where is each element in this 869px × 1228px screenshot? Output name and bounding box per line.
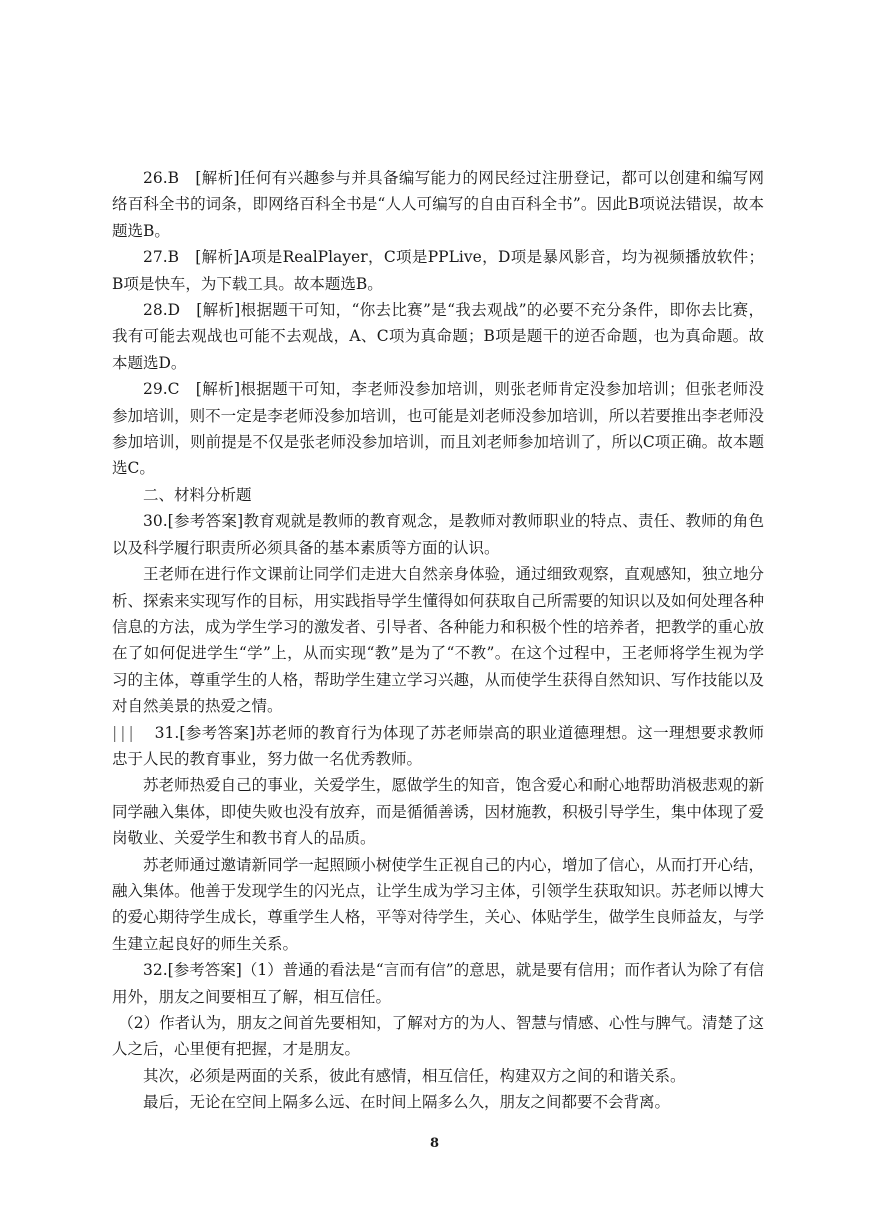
answer-30-detail: 王老师在进行作文课前让同学们走进大自然亲身体验，通过细致观察，直观感知，独立地分析、探索来实现写作的目标，用实践指导学生懂得如何获取自己所需要的知识以及如何处理各种信息的方法，成为学生学习的激发者、引导者、各种能力和积极个性的培养者，把教学的重心放在了如何促进学生“学”上，从而实现“教”是为了“不教”。在这个过程中，王老师将学生视为学习的主体，尊重学生的人格，帮助学生建立学习兴趣，从而使学生获得自然知识、写作技能以及对自然美景的热爱之情。 [112,565,764,716]
answer-32-part-2: （2）作者认为，朋友之间首先要相知，了解对方的为人、智慧与情感、心性与脾气。清楚了这人之后，心里便有把握，才是朋友。 [112,1014,764,1059]
answer-27: 27.B [解析]A项是RealPlayer，C项是PPLive，D项是暴风影音，均为视频播放软件；B项是快车，为下载工具。故本题选B。 [112,248,764,293]
answer-32-last: 最后，无论在空间上隔多么远、在时间上隔多么久，朋友之间都要不会背离。 [143,1093,671,1112]
answer-31-text: 31.[参考答案]苏老师的教育行为体现了苏老师崇高的职业道德理想。这一理想要求教师忠于人民的教育事业，努力做一名优秀教师。 [112,723,764,768]
section-heading: 二、材料分析题 [143,485,252,504]
change-bar-marker: ||| [112,723,137,742]
answer-26: 26.B [解析]任何有兴趣参与并具备编写能力的网民经过注册登记，都可以创建和编写网络百科全书的词条，即网络百科全书是“人人可编写的自由百科全书”。因此B项说法错误，故本题选B。 [112,169,764,240]
answer-31-detail-2: 苏老师通过邀请新同学一起照顾小树使学生正视自己的内心，增加了信心，从而打开心结，融入集体。他善于发现学生的闪光点，让学生成为学习主体，引领学生获取知识。苏老师以博大的爱心期待学生成长，尊重学生人格，平等对待学生，关心、体贴学生，做学生良师益友，与学生建立起良好的师生关系。 [112,855,764,953]
answer-32-second: 其次，必须是两面的关系，彼此有感情，相互信任，构建双方之间的和谐关系。 [143,1066,686,1085]
answer-text-body [112,165,764,1116]
answer-31-detail-1: 苏老师热爱自己的事业，关爱学生，愿做学生的知音，饱含爱心和耐心地帮助消极悲观的新同学融入集体，即使失败也没有放弃，而是循循善诱，因材施教，积极引导学生，集中体现了爱岗敬业、关爱学生和教书育人的品质。 [112,776,764,848]
page-number: 8 [429,1136,440,1151]
answer-31 [112,720,764,773]
answer-32-part-1: 32.[参考答案]（1）普通的看法是“言而有信”的意思，就是要有信用；而作者认为除了有信用外，朋友之间要相互了解，相互信任。 [112,961,764,1006]
answer-28: 28.D [解析]根据题干可知，“你去比赛”是“我去观战”的必要不充分条件，即你去比赛，我有可能去观战也可能不去观战，A、C项为真命题；B项是题干的逆否命题，也为真命题。故本题选D。 [112,301,764,372]
answer-29: 29.C [解析]根据题干可知，李老师没参加培训，则张老师肯定没参加培训；但张老师没参加培训，则不一定是李老师没参加培训，也可能是刘老师没参加培训，所以若要推出李老师没参加培训，则前提是不仅是张老师没参加培训，而且刘老师参加培训了，所以C项正确。故本题选C。 [112,380,764,478]
answer-30: 30.[参考答案]教育观就是教师的教育观念，是教师对教师职业的特点、责任、教师的角色以及科学履行职责所必须具备的基本素质等方面的认识。 [112,512,764,557]
